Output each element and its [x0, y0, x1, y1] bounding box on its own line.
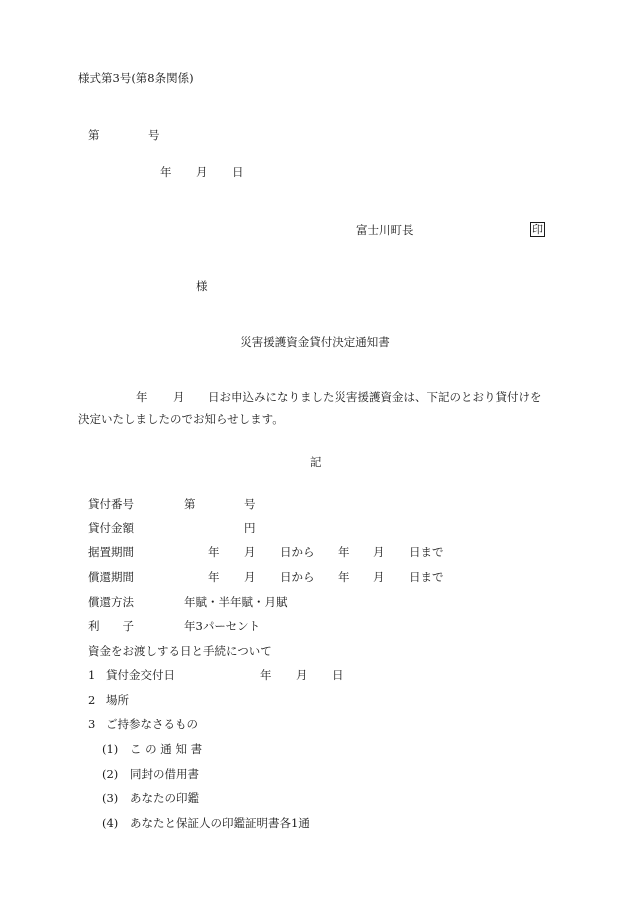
- repay-year1: 年: [208, 570, 220, 584]
- seal-label: 印: [532, 223, 543, 236]
- delivery-bring-label: ご持参なさるもの: [106, 717, 198, 731]
- grace-month2: 月: [373, 545, 385, 559]
- issuer-title: 富士川町長: [356, 223, 414, 237]
- grace-year2: 年: [338, 545, 350, 559]
- bring-item-num: (4): [102, 816, 119, 830]
- grace-period-label: 据置期間: [88, 545, 134, 559]
- seal-mark: [530, 222, 545, 237]
- body-line1: 日お申込みになりました災害援護資金は、下記のとおり貸付けを: [208, 390, 542, 404]
- doc-number-dai: 第: [88, 128, 100, 142]
- delivery-date-month: 月: [296, 668, 308, 682]
- document-title: 災害援護資金貸付決定通知書: [240, 335, 390, 349]
- loan-amount-yen: 円: [244, 521, 256, 535]
- repay-month1: 月: [244, 570, 256, 584]
- form-id: 様式第3号(第8条関係): [78, 71, 194, 85]
- body-month: 月: [173, 390, 185, 404]
- bring-item-text: こ の 通 知 書: [130, 742, 203, 756]
- date-month: 月: [196, 165, 208, 179]
- loan-amount-label: 貸付金額: [88, 521, 134, 535]
- grace-year1: 年: [208, 545, 220, 559]
- bring-item-num: (1): [102, 742, 119, 756]
- bring-item-text: あなたと保証人の印鑑証明書各1通: [130, 816, 310, 830]
- body-year: 年: [136, 390, 148, 404]
- date-year: 年: [160, 165, 172, 179]
- interest-label: 利 子: [88, 619, 134, 633]
- addressee-suffix: 様: [196, 279, 208, 293]
- delivery-place-label: 場所: [106, 693, 129, 707]
- delivery-date-year: 年: [260, 668, 272, 682]
- bring-item-text: 同封の借用書: [130, 767, 199, 781]
- delivery-heading-text: 資金をお渡しする日と手続について: [88, 644, 272, 658]
- loan-number-go: 号: [244, 497, 256, 511]
- repay-day1: 日から: [280, 570, 315, 584]
- grace-month1: 月: [244, 545, 256, 559]
- repay-method-value: 年賦・半年賦・月賦: [184, 595, 288, 609]
- repay-year2: 年: [338, 570, 350, 584]
- bring-item-text: あなたの印鑑: [130, 791, 199, 805]
- doc-number-go: 号: [148, 128, 160, 142]
- repay-method-label: 償還方法: [88, 595, 134, 609]
- delivery-date-label: 貸付金交付日: [106, 668, 175, 682]
- repay-month2: 月: [373, 570, 385, 584]
- delivery-bring-num: 3: [88, 717, 96, 731]
- loan-number-label: 貸付番号: [88, 497, 134, 511]
- interest-value: 年3パーセント: [184, 619, 261, 633]
- delivery-date-num: 1: [88, 668, 96, 682]
- grace-day2: 日まで: [409, 545, 444, 559]
- grace-day1: 日から: [280, 545, 315, 559]
- ki-marker: 記: [310, 455, 322, 469]
- body-line2: 決定いたしましたのでお知らせします。: [78, 412, 284, 426]
- delivery-date-day: 日: [332, 668, 344, 682]
- date-day: 日: [232, 165, 244, 179]
- bring-item-num: (3): [102, 791, 119, 805]
- delivery-place-num: 2: [88, 693, 96, 707]
- loan-number-dai: 第: [184, 497, 196, 511]
- repay-day2: 日まで: [409, 570, 444, 584]
- repay-period-label: 償還期間: [88, 570, 134, 584]
- bring-item-num: (2): [102, 767, 119, 781]
